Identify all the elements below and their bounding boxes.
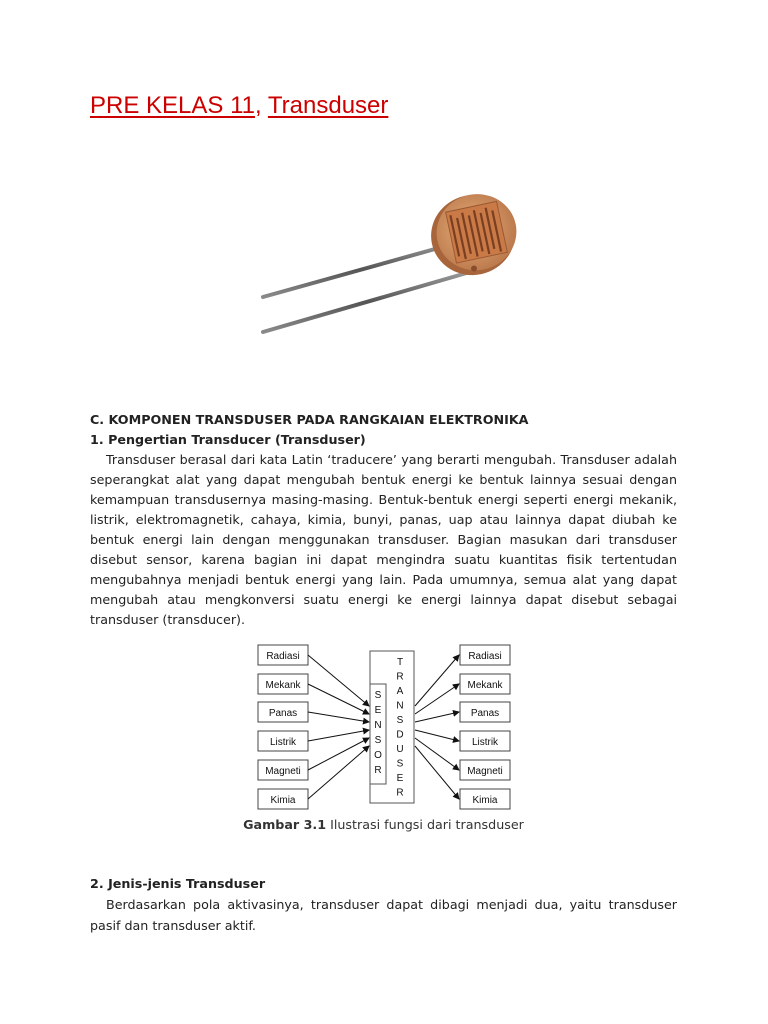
output-box xyxy=(460,789,510,809)
title-link-transduser[interactable]: Transduser xyxy=(267,92,389,119)
title-separator: , xyxy=(254,92,268,119)
transduser-letter: D xyxy=(396,729,404,741)
input-label: Mekank xyxy=(265,680,301,691)
sensor-letter: N xyxy=(374,720,382,731)
input-arrow xyxy=(308,730,369,741)
paragraph-jenis: Berdasarkan pola aktivasinya, transduser dapat dibagi menjadi dua, yaitu transduser pasif dan transduser aktif. xyxy=(90,897,677,933)
input-box xyxy=(258,760,308,780)
input-box xyxy=(258,702,308,722)
paragraph-pengertian: Transduser berasal dari kata Latin ‘traducere’ yang berarti mengubah. Transduser adalah seperangkat alat yang dapat mengubah bentuk energi ke bentuk lainnya sesuai dengan kemampuan transdusernya masing-masing. Bentuk-bentuk energi seperti energi mekanik, listrik, elektromagnetik, cahaya, kimia, bunyi, panas, uap atau lainnya dapat diubah ke bentuk energi lain dengan menggunakan transduser. Bagian masukan dari transduser disebut sensor, karena bagian ini dapat mengindra suatu kuantitas fisik tertentudan mengubahnya menjadi bentuk energi yang lain. Pada umumnya, semua alat yang dapat mengubah atau mengkonversi suatu energi ke energi lainnya dapat disebut sebagai transduser (transducer). xyxy=(90,452,677,627)
output-label: Magneti xyxy=(467,766,503,777)
transduser-letter: N xyxy=(396,700,404,712)
output-label: Listrik xyxy=(471,737,499,748)
output-box xyxy=(460,645,510,665)
transduser-letter: A xyxy=(396,686,404,697)
input-label: Listrik xyxy=(269,737,297,748)
input-arrow xyxy=(308,655,369,706)
output-box xyxy=(460,760,510,780)
transduser-letter: T xyxy=(396,657,404,668)
output-arrow xyxy=(415,655,459,706)
input-box xyxy=(258,789,308,809)
caption-text: Ilustrasi fungsi dari transduser xyxy=(326,817,524,832)
page-title xyxy=(90,92,388,120)
figure-caption xyxy=(90,817,677,832)
output-label: Radiasi xyxy=(468,651,502,662)
caption-label: Gambar 3.1 xyxy=(243,817,327,832)
subheading-jenis: 2. Jenis-jenis Transduser xyxy=(90,876,266,891)
output-box xyxy=(460,674,510,694)
title-link-pre-kelas[interactable]: PRE KELAS 11 xyxy=(90,92,255,119)
subheading-pengertian: 1. Pengertian Transducer (Transduser) xyxy=(90,432,366,447)
sensor-letter: R xyxy=(374,765,382,776)
transduser-letter: E xyxy=(396,773,404,784)
sensor-letter: S xyxy=(374,735,382,746)
transduser-letter: U xyxy=(396,744,404,755)
transduser-letter: R xyxy=(396,787,404,799)
transduser-letter: S xyxy=(396,758,404,770)
transduser-letter: S xyxy=(396,715,404,726)
photoresistor-image xyxy=(255,180,525,350)
output-box xyxy=(460,702,510,722)
output-label: Mekank xyxy=(467,680,503,691)
input-label: Magneti xyxy=(265,766,301,777)
output-box xyxy=(460,731,510,751)
output-arrow xyxy=(415,730,459,741)
input-box xyxy=(258,674,308,694)
input-label: Panas xyxy=(268,708,298,719)
transducer-diagram xyxy=(250,636,520,816)
input-label: Kimia xyxy=(270,795,296,806)
sensor-letter: O xyxy=(374,750,382,761)
output-label: Panas xyxy=(470,708,500,719)
sensor-letter: E xyxy=(374,705,382,716)
section-2 xyxy=(90,873,677,936)
section-c-heading: C. KOMPONEN TRANSDUSER PADA RANGKAIAN ELEKTRONIKA xyxy=(90,412,529,427)
input-box xyxy=(258,645,308,665)
section-c xyxy=(90,410,677,630)
input-box xyxy=(258,731,308,751)
sensor-letter: S xyxy=(374,690,382,701)
input-label: Radiasi xyxy=(266,651,300,662)
transduser-letter: R xyxy=(396,671,404,683)
input-arrow xyxy=(308,712,369,722)
output-arrow xyxy=(415,712,459,722)
output-label: Kimia xyxy=(472,795,498,806)
